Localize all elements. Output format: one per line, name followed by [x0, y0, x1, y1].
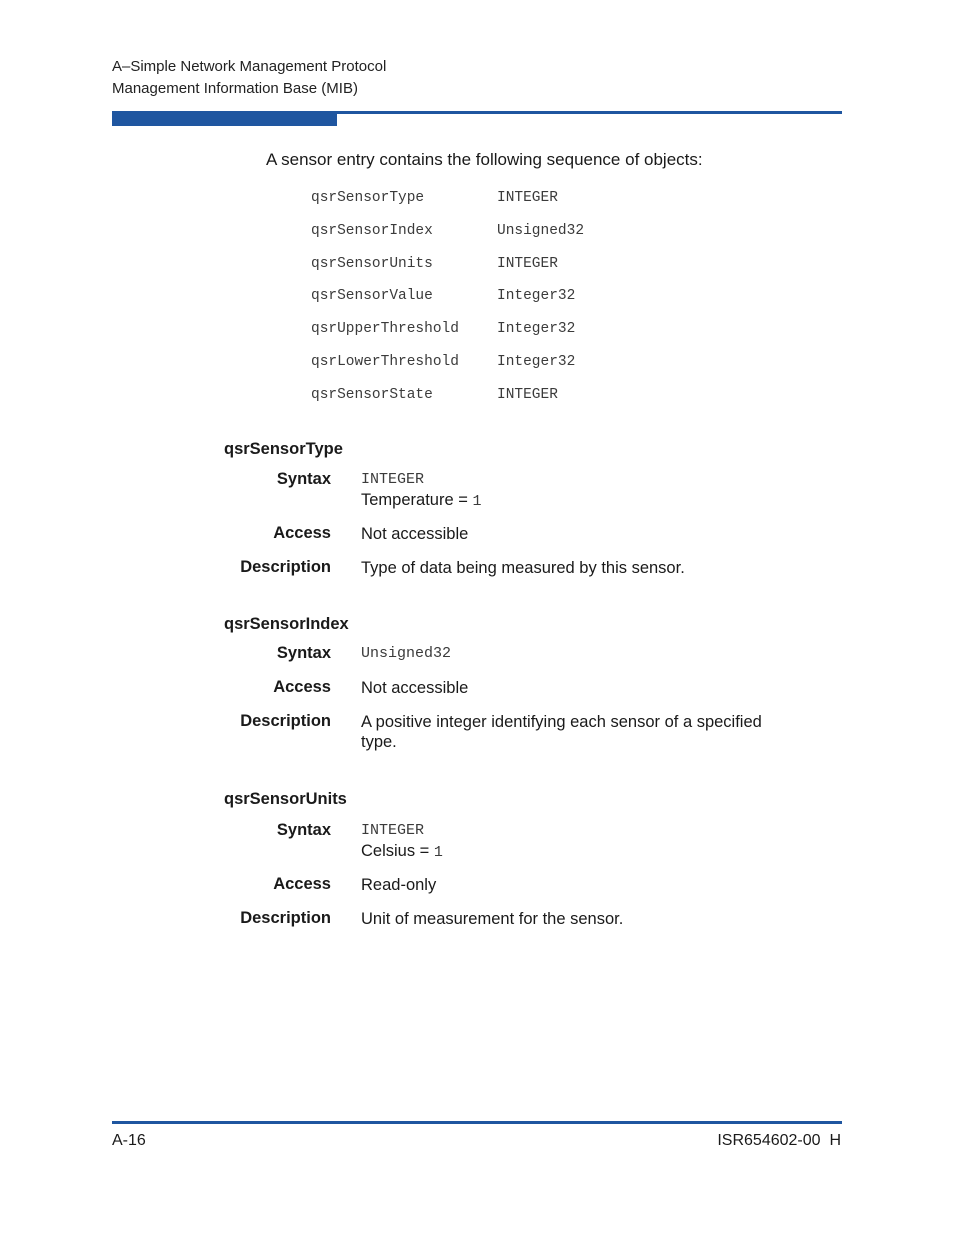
- object-name: qsrSensorUnits: [311, 255, 433, 272]
- page-number: A-16: [112, 1132, 146, 1149]
- object-type: Unsigned32: [497, 222, 585, 239]
- access-value: Not accessible: [361, 679, 469, 697]
- intro-paragraph: A sensor entry contains the following sequence of objects:: [266, 150, 703, 169]
- running-header-chapter: A–Simple Network Management Protocol: [112, 58, 387, 75]
- object-heading-sensor-type: qsrSensorType: [224, 440, 343, 458]
- object-type: Integer32: [497, 353, 576, 370]
- description-value: Unit of measurement for the sensor.: [361, 910, 624, 928]
- access-label: Access: [273, 678, 331, 696]
- list-item: [311, 321, 711, 354]
- object-type: Integer32: [497, 288, 576, 305]
- description-label: Description: [240, 558, 331, 576]
- description-line: type.: [361, 733, 397, 751]
- object-heading-sensor-index: qsrSensorIndex: [224, 615, 349, 633]
- syntax-value: [361, 470, 481, 512]
- access-value: Not accessible: [361, 525, 469, 543]
- description-label: Description: [240, 712, 331, 730]
- description-line: A positive integer identifying each sensor of a specified: [361, 713, 762, 731]
- access-value: Read-only: [361, 876, 437, 894]
- description-label: Description: [240, 909, 331, 927]
- syntax-type: INTEGER: [361, 822, 425, 839]
- object-name: qsrSensorIndex: [311, 222, 433, 239]
- syntax-label: Syntax: [276, 821, 331, 839]
- object-type: Integer32: [497, 321, 576, 338]
- syntax-label: Syntax: [276, 644, 331, 662]
- list-item: [311, 288, 711, 321]
- object-sequence-list: [311, 190, 711, 420]
- access-label: Access: [273, 524, 331, 542]
- object-type: INTEGER: [497, 255, 558, 272]
- syntax-type: INTEGER: [361, 471, 425, 488]
- syntax-value: [361, 821, 443, 863]
- object-name: qsrSensorType: [311, 190, 425, 206]
- syntax-enum-value: 1: [472, 493, 482, 510]
- object-name: qsrSensorValue: [311, 288, 433, 305]
- description-value: Type of data being measured by this sensor.: [361, 559, 685, 577]
- syntax-enum: [361, 841, 443, 863]
- object-type: INTEGER: [497, 386, 558, 403]
- syntax-value: [361, 644, 451, 664]
- syntax-enum-label: Temperature =: [361, 491, 473, 509]
- syntax-label: Syntax: [276, 470, 331, 488]
- list-item: [311, 387, 711, 420]
- running-header-section: Management Information Base (MIB): [112, 80, 358, 97]
- object-name: qsrUpperThreshold: [311, 321, 459, 338]
- header-tab-bar: [112, 114, 337, 126]
- list-item: [311, 256, 711, 289]
- list-item: [311, 354, 711, 387]
- object-name: qsrSensorState: [311, 386, 433, 403]
- list-item: [311, 223, 711, 256]
- object-heading-sensor-units: qsrSensorUnits: [224, 790, 347, 808]
- syntax-type: Unsigned32: [361, 645, 452, 662]
- syntax-enum: [361, 490, 481, 512]
- object-type: INTEGER: [497, 190, 558, 206]
- access-label: Access: [273, 875, 331, 893]
- footer-rule: [112, 1121, 842, 1124]
- syntax-enum-label: Celsius =: [361, 842, 434, 860]
- document-id: ISR654602-00 H: [717, 1132, 841, 1149]
- object-name: qsrLowerThreshold: [311, 353, 459, 370]
- description-value: [361, 712, 762, 752]
- list-item: [311, 190, 711, 223]
- syntax-enum-value: 1: [433, 844, 443, 861]
